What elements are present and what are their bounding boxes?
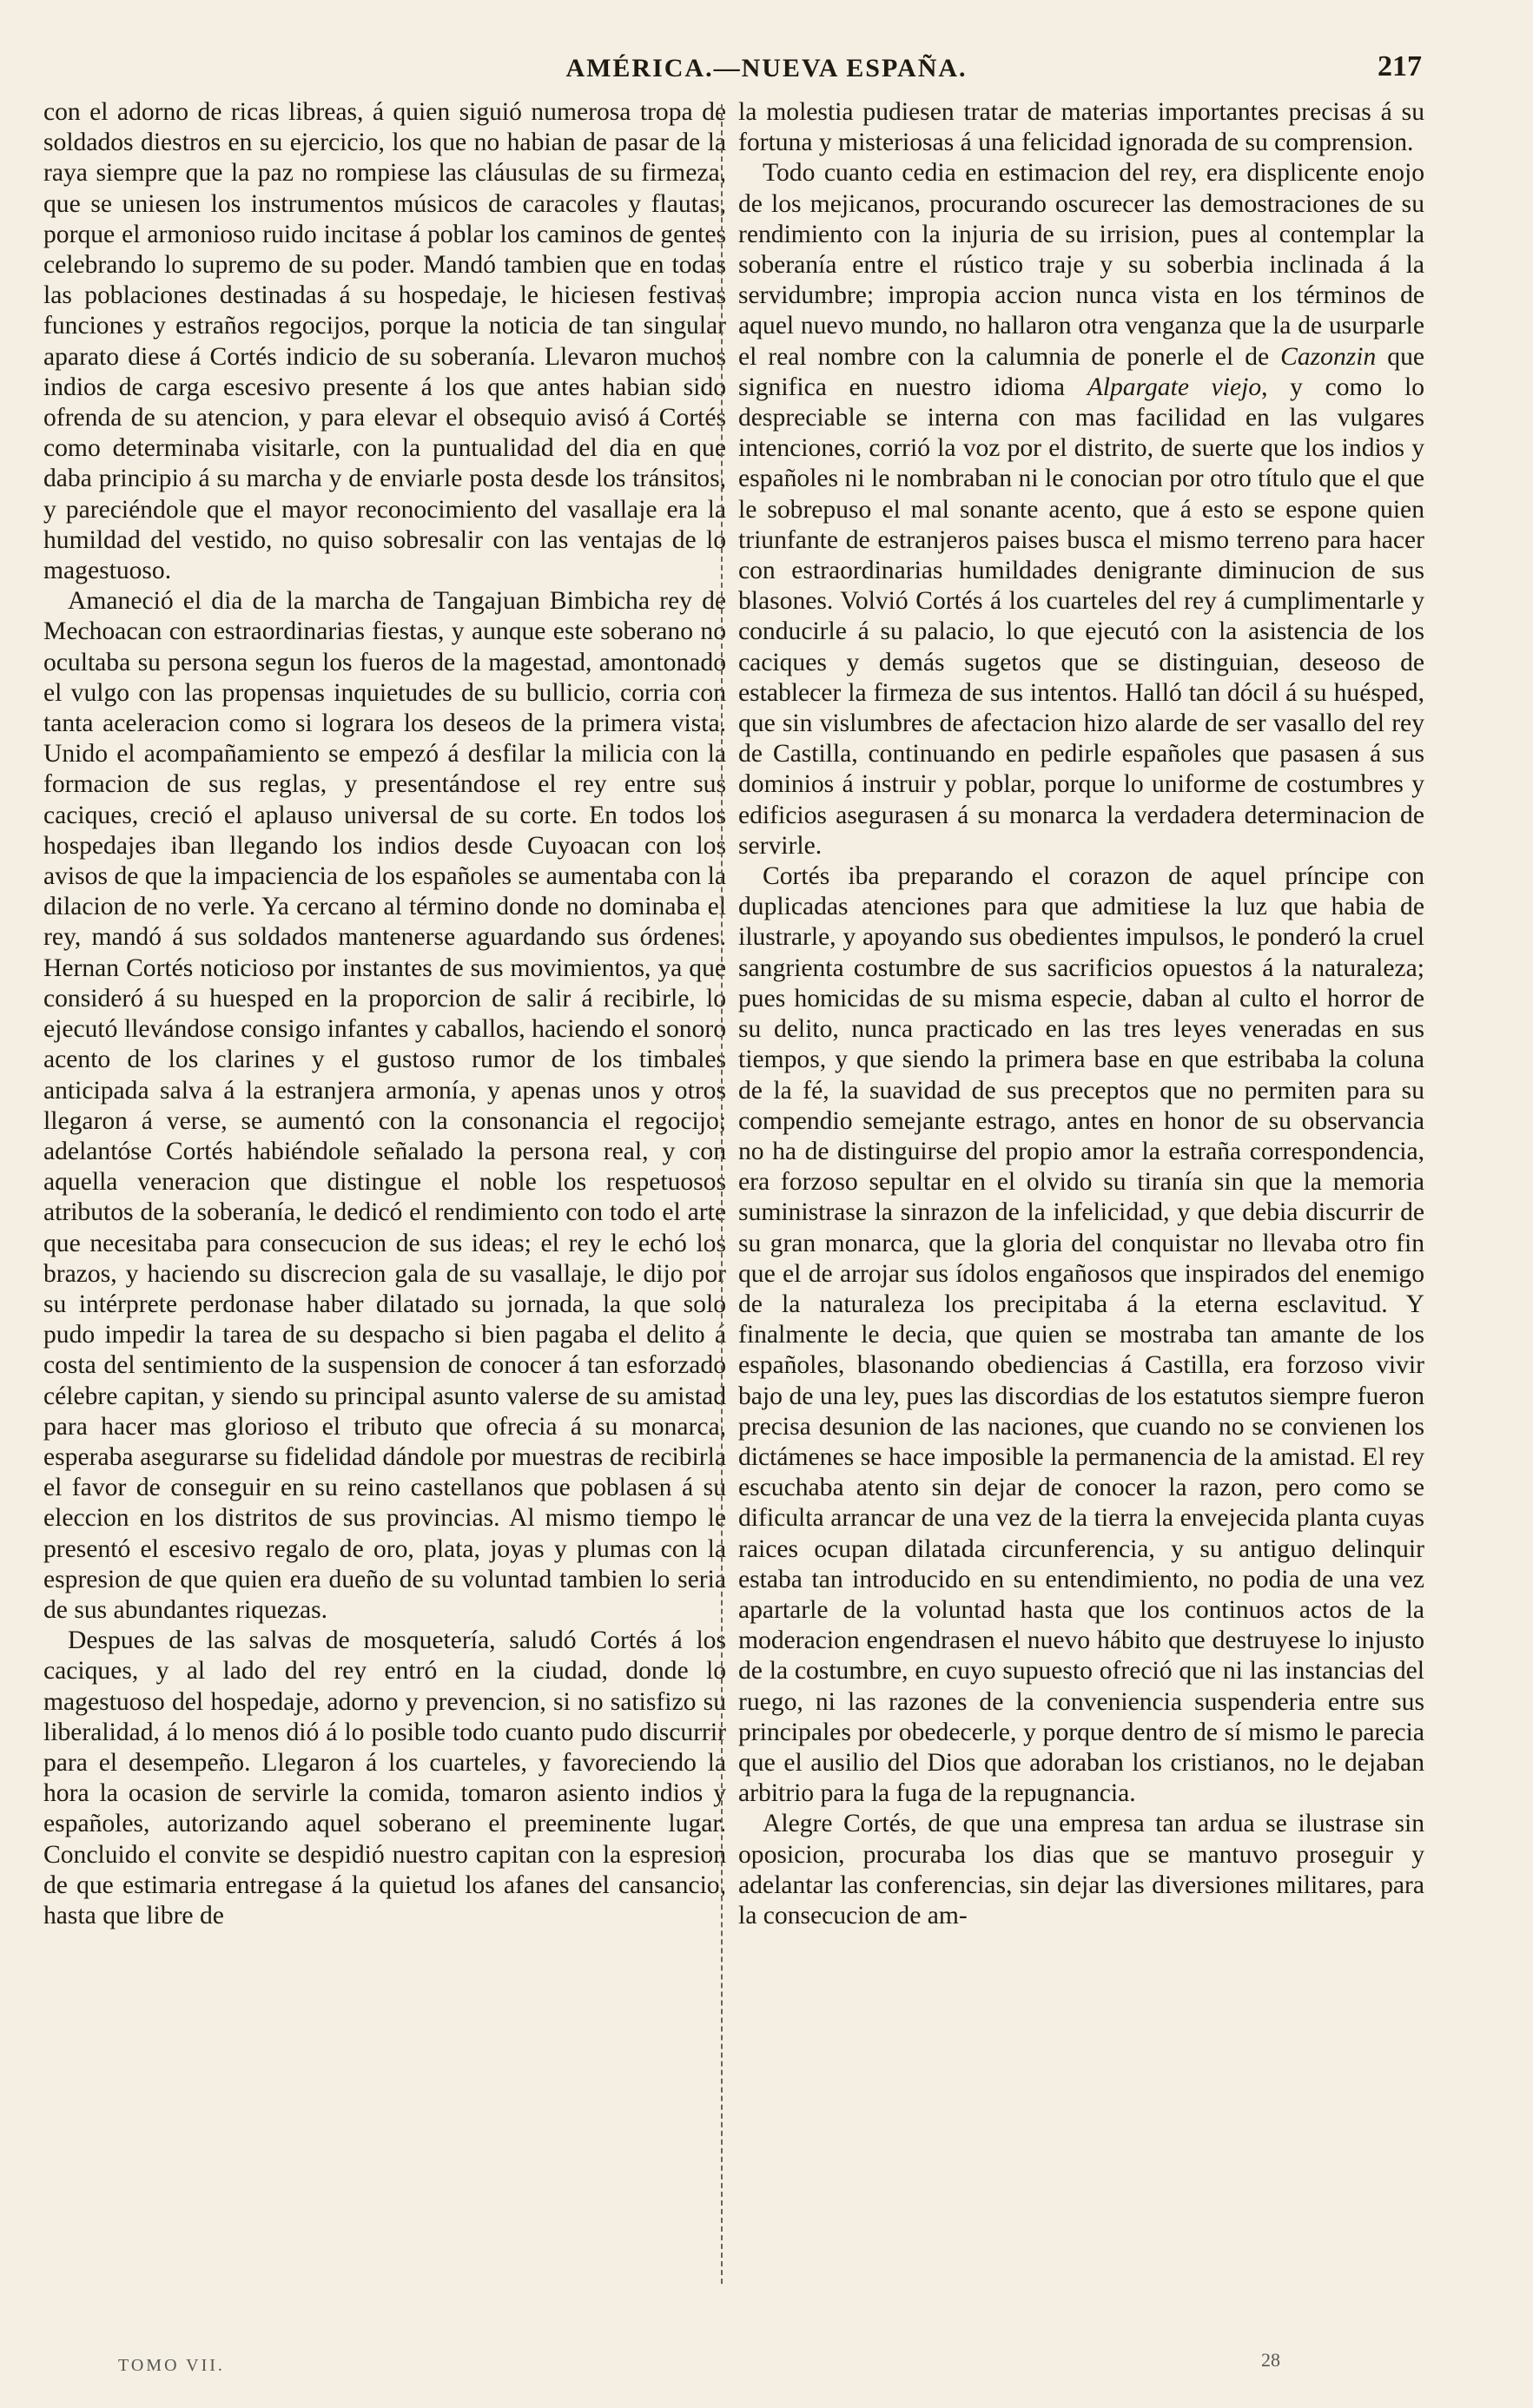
signature-mark: 28	[1261, 2349, 1280, 2371]
text-run: , y como lo despreciable se interna con mas facilidad en las vulgares intenciones, corrió la voz por el distrito, de suerte que los indios y españoles ni le nombraban ni le conocian por otro título que el que le sobrepuso el mal sonante acento, que á esto se espone quien triunfante de estranjeros paises busca el mismo terreno para hacer con estraordinarias humildades denigrante diminucion de sus blasones. Volvió Cortés á los cuarteles del rey á cumplimentarle y conducirle á su palacio, lo que ejecutó con la asistencia de los caciques y demás sugetos que se distinguian, deseoso de establecer la firmeza de sus intentos. Halló tan dócil á su huésped, que sin vislumbres de afectacion hizo alarde de ser vasallo del rey de Castilla, continuando en pedirle españoles que pasasen á sus dominios á instruir y poblar, porque lo uniforme de costumbres y edificios asegurasen á su monarca la verdadera determinacion de servirle.	[738, 373, 1424, 860]
text-run: que significa en nuestro idioma	[738, 342, 1424, 401]
right-column	[738, 97, 1424, 2320]
left-column	[43, 97, 726, 2320]
volume-label: TOMO VII.	[118, 2356, 225, 2375]
paragraph: Amaneció el dia de la marcha de Tangajuan Bimbicha rey de Mechoacan con estraordinarias fiestas, y aunque este soberano no ocultaba su persona segun los fueros de la magestad, amontonado el vulgo con las propensas inquietudes de su bullicio, corria con tanta aceleracion como si lograra los deseos de la primera vista. Unido el acompañamiento se empezó á desfilar la milicia con la formacion de sus reglas, y presentándose el rey entre sus caciques, creció el aplauso universal de su corte. En todos los hospedajes iban llegando los indios desde Cuyoacan con los avisos de que la impaciencia de los españoles se aumentaba con la dilacion de no verle. Ya cercano al término donde no dominaba el rey, mandó á sus soldados mantenerse aguardando sus órdenes. Hernan Cortés noticioso por instantes de sus movimientos, ya que consideró á su huesped en la proporcion de salir á recibirle, lo ejecutó llevándose consigo infantes y caballos, haciendo el sonoro acento de los clarines y el gustoso rumor de los timbales anticipada salva á la estranjera armonía, y apenas unos y otros llegaron á verse, se aumentó con la consonancia el regocijo; adelantóse Cortés habiéndole señalado la persona real, y con aquella veneracion que distingue el noble los respetuosos atributos de la soberanía, le dedicó el rendimiento con todo el arte que necesitaba para consecucion de sus ideas; el rey le echó los brazos, y haciendo su discrecion gala de su vasallaje, le dijo por su intérprete perdonase haber dilatado su jornada, la que solo pudo impedir la tarea de su despacho si bien pagaba el delito á costa del sentimiento de la suspension de conocer á tan esforzado célebre capitan, y siendo su principal asunto valerse de su amistad para hacer mas glorioso el tributo que ofrecia á su monarca, esperaba asegurarse su fidelidad dándole por muestras de recibirla el favor de conseguir en su reino castellanos que poblasen á su eleccion en los distritos de sus provincias. Al mismo tiempo le presentó el escesivo regalo de oro, plata, joyas y plumas con la espresion de que quien era dueño de su voluntad tambien lo seria de sus abundantes riquezas.	[43, 587, 726, 1624]
paragraph	[738, 158, 1424, 861]
italic-term: Cazonzin	[1280, 342, 1377, 371]
running-header: AMÉRICA.—NUEVA ESPAÑA.	[565, 54, 968, 82]
paragraph: Despues de las salvas de mosquetería, saludó Cortés á los caciques, y al lado del rey entró en la ciudad, donde lo magestuoso del hospedaje, adorno y prevencion, si no satisfizo su liberalidad, á lo menos dió á lo posible todo cuanto pudo discurrir para el desempeño. Llegaron á los cuarteles, y favoreciendo la hora la ocasion de servirle la comida, tomaron asiento indios y españoles, autorizando aquel soberano el preeminente lugar. Concluido el convite se despidió nuestro capitan con la espresion de que estimaria entregase á la quietud los afanes del cansancio, hasta que libre de	[43, 1626, 726, 1930]
text-run: Todo cuanto cedia en estimacion del rey, era displicente enojo de los mejicanos, procurando oscurecer las demostraciones de su rendimiento con la injuria de su irrision, pues al contemplar la soberanía entre el rústico traje y su soberbia inclinada á la servidumbre; impropia accion nunca vista en los términos de aquel nuevo mundo, no hallaron otra venganza que la de usurparle el real nombre con la calumnia de ponerle el de	[738, 159, 1424, 371]
paragraph: Alegre Cortés, de que una empresa tan ardua se ilustrase sin oposicion, procuraba los dias que se mantuvo proseguir y adelantar las conferencias, sin dejar las diversiones militares, para la consecucion de am-	[738, 1810, 1424, 1930]
paragraph: la molestia pudiesen tratar de materias importantes precisas á su fortuna y misteriosas á una felicidad ignorada de su comprension.	[738, 98, 1424, 157]
column-divider	[721, 104, 723, 2284]
paragraph: Cortés iba preparando el corazon de aquel príncipe con duplicadas atenciones para que admitiese la luz que habia de ilustrarle, y apoyando sus obedientes impulsos, le ponderó la cruel sangrienta costumbre de sus sacrificios opuestos á la naturaleza; pues homicidas de su misma especie, daban al culto el horror de su delito, nunca practicado en las tres leyes veneradas en sus tiempos, y que siendo la primera base en que estribaba la coluna de la fé, la suavidad de sus preceptos que no permiten para su compendio semejante estrago, antes en honor de su observancia no ha de distinguirse del propio amor la estraña correspondencia, era forzoso sepultar en el olvido su tiranía sin que la memoria suministrase la sinrazon de la infelicidad, y que debia discurrir de su gran monarca, que la gloria del conquistar no llevaba otro fin que el de arrojar sus ídolos engañosos que inspirados del enemigo de la naturaleza los precipitaba á la eterna esclavitud. Y finalmente le decia, que quien se mostraba tan amante de los españoles, blasonando obediencias á Castilla, era forzoso vivir bajo de una ley, pues las discordias de los estatutos siempre fueron precisa desunion de las naciones, que cuando no se convienen los dictámenes se hace imposible la permanencia de la amistad. El rey escuchaba atento sin dejar de conocer la razon, pero como se dificulta arrancar de una vez de la tierra la envejecida planta cuyas raices ocupan dilatada circunferencia, y su antiguo delinquir estaba tan introducido en su entendimiento, no podia de una vez apartarle de la voluntad hasta que los continuos actos de la moderacion engendrasen el nuevo hábito que destruyese lo injusto de la costumbre, en cuyo supuesto ofreció que ni las instancias del ruego, ni las razones de la conveniencia suspenderia entre sus principales por obedecerle, y porque dentro de sí mismo le parecia que el ausilio del Dios que adoraban los cristianos, no le dejaban arbitrio para la fuga de la repugnancia.	[738, 862, 1424, 1808]
paragraph: con el adorno de ricas libreas, á quien siguió numerosa tropa de soldados diestros en su ejercicio, los que no habian de pasar de la raya siempre que la paz no rompiese las cláusulas de su firmeza, que se uniesen los instrumentos músicos de caracoles y flautas, porque el armonioso ruido incitase á poblar los caminos de gentes celebrando lo supremo de su poder. Mandó tambien que en todas las poblaciones destinadas á su hospedaje, le hiciesen festivas funciones y estraños regocijos, porque la noticia de tan singular aparato diese á Cortés indicio de su soberanía. Llevaron muchos indios de carga escesivo presente á los que antes habian sido ofrenda de su atencion, y para elevar el obsequio avisó á Cortés como determinaba visitarle, con la puntualidad del dia en que daba principio á su marcha y de enviarle posta desde los tránsitos, y pareciéndole que el mayor reconocimiento del vasallaje era la humildad del vestido, no quiso sobresalir con las ventajas de lo magestuoso.	[43, 98, 726, 585]
italic-term: Alpargate viejo	[1087, 373, 1262, 401]
page-number: 217	[1378, 50, 1422, 82]
